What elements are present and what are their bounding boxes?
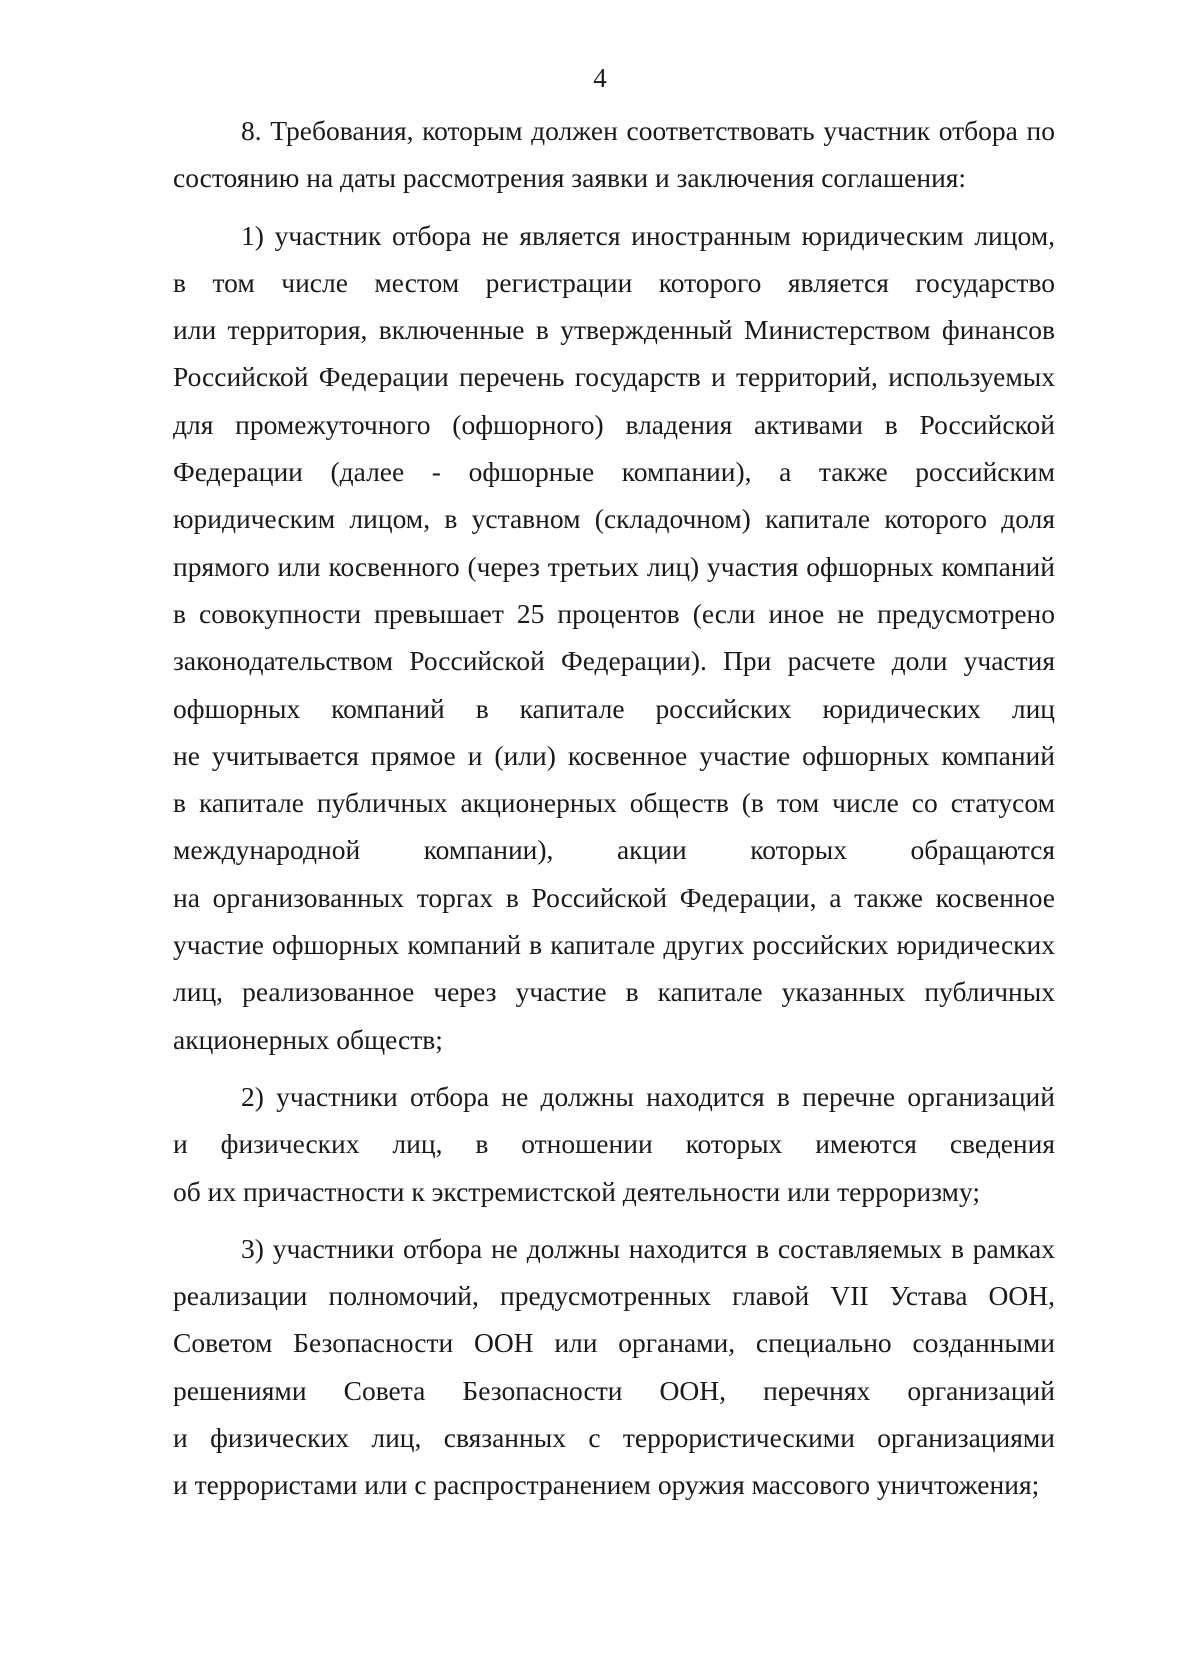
text-line: 2) участники отбора не должны находится в перечне организаций <box>241 1080 1055 1112</box>
text-line: участие офшорных компаний в капитале других российских юридических <box>173 929 1055 961</box>
text-line: офшорных компаний в капитале российских юридических лиц <box>173 692 1055 724</box>
text-line: и физических лиц, связанных с террористическими организациями <box>173 1422 1055 1454</box>
text-line: и физических лиц, в отношении которых имеются сведения <box>173 1128 1055 1160</box>
text-line: международной компании), акции которых обращаются <box>173 834 1055 866</box>
text-line: в том числе местом регистрации которого является государство <box>173 266 1055 298</box>
text-line: в капитале публичных акционерных обществ (в том числе со статусом <box>173 787 1055 819</box>
paragraph-8 <box>173 107 1055 202</box>
text-line: Российской Федерации перечень государств и территорий, используемых <box>173 361 1055 393</box>
text-line: прямого или косвенного (через третьих лиц) участия офшорных компаний <box>173 550 1055 582</box>
page-number: 4 <box>593 63 607 93</box>
text-line: состоянию на даты рассмотрения заявки и заключения соглашения: <box>173 162 967 194</box>
text-line: об их причастности к экстремистской деятельности или терроризму; <box>173 1175 980 1207</box>
document-body <box>173 107 1055 1509</box>
paragraph-8-3 <box>173 1225 1055 1509</box>
text-line: в совокупности превышает 25 процентов (если иное не предусмотрено <box>173 597 1055 629</box>
text-line: реализации полномочий, предусмотренных главой VII Устава ООН, <box>173 1280 1055 1312</box>
paragraph-8-1 <box>173 212 1055 1063</box>
text-line: или территория, включенные в утвержденный Министерством финансов <box>173 314 1055 346</box>
text-line: Федерации (далее - офшорные компании), а также российским <box>173 456 1055 488</box>
text-line: 1) участник отбора не является иностранным юридическим лицом, <box>241 219 1055 251</box>
text-line: законодательством Российской Федерации). При расчете доли участия <box>173 645 1055 677</box>
text-line: не учитывается прямое и (или) косвенное участие офшорных компаний <box>173 739 1055 771</box>
text-line: лиц, реализованное через участие в капитале указанных публичных <box>173 976 1055 1008</box>
text-line: и террористами или с распространением оружия массового уничтожения; <box>173 1469 1040 1501</box>
text-line: юридическим лицом, в уставном (складочном) капитале которого доля <box>173 503 1055 535</box>
text-line: на организованных торгах в Российской Федерации, а также косвенное <box>173 881 1055 913</box>
text-line: Советом Безопасности ООН или органами, специально созданными <box>173 1327 1055 1359</box>
text-line: акционерных обществ; <box>173 1023 443 1055</box>
text-line: для промежуточного (офшорного) владения активами в Российской <box>173 408 1055 440</box>
text-line: 3) участники отбора не должны находится в составляемых в рамках <box>241 1232 1055 1264</box>
paragraph-8-2 <box>173 1073 1055 1215</box>
text-line: решениями Совета Безопасности ООН, перечнях организаций <box>173 1374 1055 1406</box>
text-line: 8. Требования, которым должен соответствовать участник отбора по <box>241 115 1055 146</box>
